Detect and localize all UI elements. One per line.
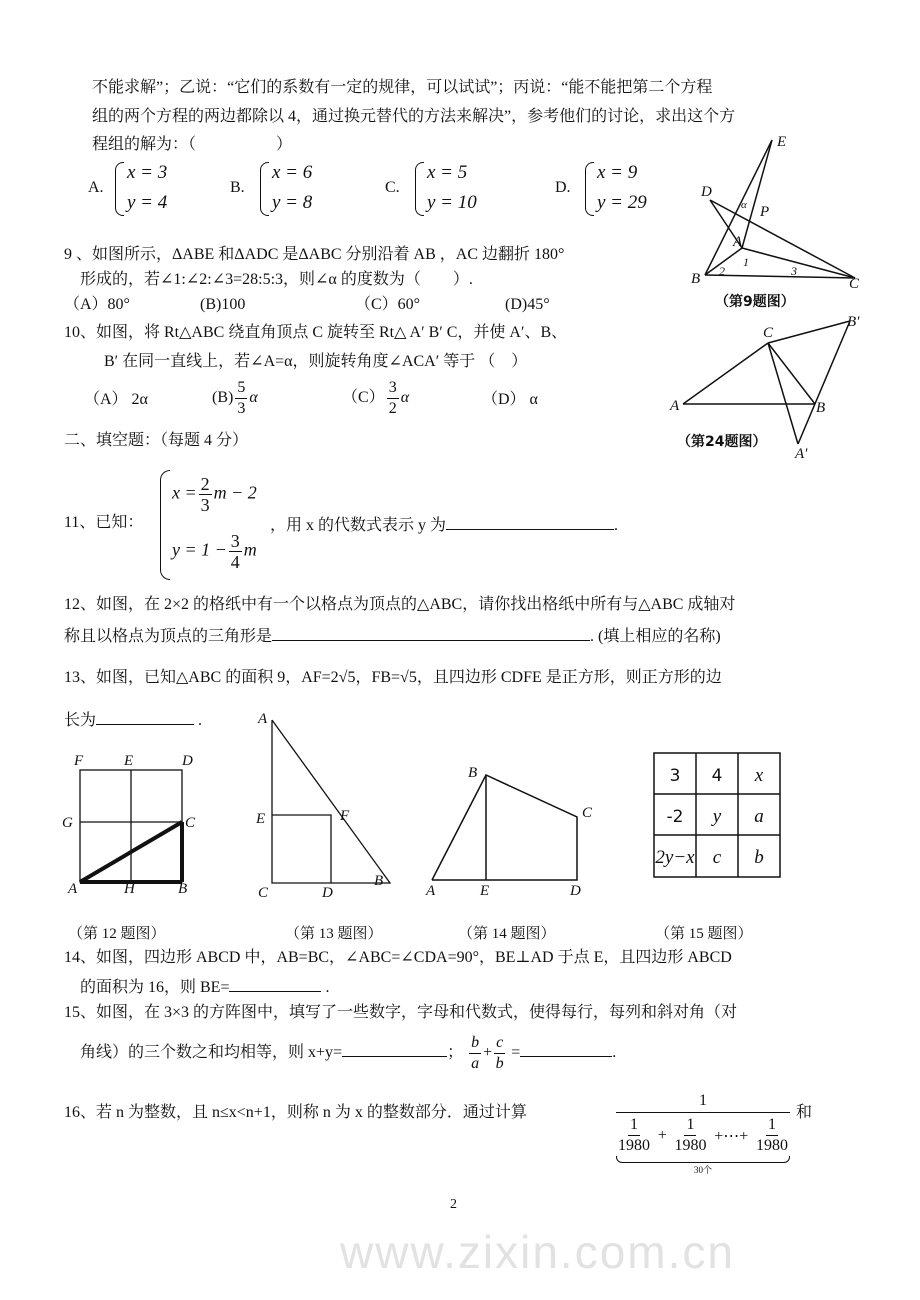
q14-line1: 14、如图，四边形 ABCD 中，AB=BC，∠ABC=∠CDA=90°，BE⊥AD 于点 E，且四边形 ABCD <box>64 949 732 966</box>
den: b <box>495 1055 504 1072</box>
label: 3 <box>791 264 797 278</box>
grid-cell: y <box>712 806 722 827</box>
fraction <box>229 531 242 572</box>
label: D <box>570 883 581 899</box>
answer-blank-2[interactable] <box>520 1040 612 1057</box>
answer-blank[interactable] <box>96 708 194 725</box>
grid-cell: x <box>754 765 764 786</box>
t: . <box>321 979 330 996</box>
den: 1980 <box>755 1137 788 1154</box>
label: G <box>62 815 73 831</box>
q10-option-c <box>342 378 409 419</box>
label: A <box>733 234 743 250</box>
label: A′ <box>795 446 808 460</box>
den: 2 <box>388 400 397 417</box>
label: E <box>480 883 490 899</box>
figure-q13 <box>250 705 400 900</box>
t: . <box>194 712 203 729</box>
figure-q10 <box>665 310 865 460</box>
q16-tail: 和 <box>796 1104 813 1121</box>
num: 5 <box>235 378 247 399</box>
q8-option-b-label: B. <box>230 179 245 196</box>
label: E <box>777 134 787 150</box>
label: B′ <box>847 314 860 330</box>
fraction <box>199 474 212 515</box>
figure-caption: （第9题图） <box>715 294 795 310</box>
label: (B) <box>212 389 234 407</box>
label: C <box>763 325 774 341</box>
q16-fraction <box>616 1092 790 1176</box>
grid-cell: a <box>754 806 764 827</box>
q13-line1: 13、如图，已知△ABC 的面积 9，AF=2√5，FB=√5，且四边形 CDFE 是正方形，则正方形的边 <box>64 669 722 686</box>
q13-line2 <box>64 708 202 731</box>
q10-option-d: （D） α <box>482 391 538 408</box>
label: 2 <box>719 264 725 278</box>
t: + <box>657 1126 667 1144</box>
num: 1 <box>628 1115 640 1136</box>
num: 3 <box>387 378 399 399</box>
page-number: 2 <box>450 1197 457 1212</box>
t: ，用 x 的代数式表示 y 为 <box>270 517 447 534</box>
label: B <box>374 873 384 889</box>
q10-option-b <box>212 378 258 419</box>
eq: y = 8 <box>272 192 313 213</box>
t: + <box>483 1044 493 1062</box>
label: P <box>760 204 770 220</box>
q11-question <box>270 513 618 536</box>
fraction <box>494 1033 505 1074</box>
q11-eq2 <box>172 531 257 572</box>
label: D <box>182 753 193 769</box>
brace <box>160 470 170 580</box>
q9-option-b: (B)100 <box>200 296 246 313</box>
grid-cell: -2 <box>666 807 684 827</box>
underbrace <box>616 1156 790 1163</box>
label: （C） <box>342 389 385 407</box>
figure-q9 <box>685 130 865 315</box>
q8-option-c-label: C. <box>385 179 400 196</box>
q8-option-a-label: A. <box>88 179 104 196</box>
q11-prefix: 11、已知： <box>64 514 144 531</box>
q8-line1: 不能求解”；乙说：“它们的系数有一定的规律，可以试试”；丙说：“能不能把第二个方程 <box>92 79 713 96</box>
q8-option-b <box>260 162 340 218</box>
caption-q12: （第 12 题图） <box>68 926 166 942</box>
eq: x = 3 <box>127 162 168 183</box>
eq: x = 9 <box>597 162 638 183</box>
caption-q13: （第 13 题图） <box>285 926 383 942</box>
q9-option-c: （C）60° <box>355 296 421 313</box>
t: 称且以格点为顶点的三角形是 <box>64 628 273 645</box>
eq: y = 10 <box>427 192 477 213</box>
q10-line2: B′ 在同一直线上，若∠A=α，则旋转角度∠ACA′ 等于 （ ） <box>104 353 528 370</box>
q8-line2: 组的两个方程的两边都除以 4，通过换元替代的方法来解决”，参考他们的讨论，求出这个方 <box>92 108 736 125</box>
q8-option-a <box>115 162 195 218</box>
q8-option-c <box>415 162 495 218</box>
fraction <box>235 378 247 419</box>
q12-line1: 12、如图，在 2×2 的格纸中有一个以格点为顶点的△ABC，请你找出格纸中所有与△ABC 成轴对 <box>64 596 736 613</box>
grid-cell: c <box>712 847 722 868</box>
q8-option-d <box>585 162 665 218</box>
num: 3 <box>230 531 240 551</box>
label: B <box>691 271 701 287</box>
q15-line2 <box>80 1033 616 1074</box>
label: H <box>124 881 135 895</box>
q14-line2 <box>80 975 329 998</box>
fraction <box>469 1033 481 1074</box>
t: . <box>612 1044 617 1062</box>
t: 角线）的三个数之和均相等，则 x+y= <box>80 1044 343 1062</box>
label: F <box>74 753 84 769</box>
t: y = 1 − <box>172 539 227 560</box>
label: A <box>670 398 680 414</box>
label: 1 <box>743 255 749 269</box>
num: 1 <box>699 1092 707 1109</box>
eq: y = 4 <box>127 192 168 213</box>
q9-line2: 形成的，若∠1:∠2:∠3=28:5:3，则∠α 的度数为（ ）. <box>80 271 473 288</box>
den: 1980 <box>618 1137 650 1154</box>
grid-cell: 4 <box>711 766 723 786</box>
figure-q14 <box>420 755 605 900</box>
fraction <box>618 1115 650 1156</box>
label: A <box>68 881 78 895</box>
t: . <box>614 517 619 534</box>
grid-cell: b <box>754 847 764 868</box>
label: C <box>185 815 196 831</box>
figure-caption: （第24题图） <box>677 434 767 450</box>
t: x = <box>172 482 197 503</box>
eq: y = 29 <box>597 192 647 213</box>
label: B <box>816 400 826 416</box>
eq: x = 6 <box>272 162 313 183</box>
alpha: α <box>400 389 410 407</box>
q9-option-d: (D)45° <box>505 296 550 313</box>
grid-cell: 2y−x <box>655 847 695 868</box>
t: +⋯+ <box>714 1127 749 1145</box>
q9-option-a: （A）80° <box>64 296 130 313</box>
label: A <box>426 883 436 899</box>
answer-blank[interactable] <box>229 975 321 992</box>
q10-option-a: （A） 2α <box>84 391 148 408</box>
fraction <box>387 378 399 419</box>
q11-eq1 <box>172 474 257 515</box>
caption-q15: （第 15 题图） <box>655 926 753 942</box>
t: 长为 <box>64 712 97 729</box>
watermark: www.zixin.com.cn <box>340 1226 735 1278</box>
q15-line1: 15、如图，在 3×3 的方阵图中，填写了一些数字，字母和代数式，使得每行，每列和斜对角（对 <box>64 1004 738 1021</box>
eq: x = 5 <box>427 162 468 183</box>
label: B <box>178 881 188 895</box>
t: . (填上相应的名称) <box>590 628 721 645</box>
label: C <box>582 805 593 821</box>
grid-cell: 3 <box>669 766 681 786</box>
q10-line1: 10、如图，将 Rt△ABC 绕直角顶点 C 旋转至 Rt△ A′ B′ C，并使 A′、B、 <box>64 324 568 341</box>
caption-q14: （第 14 题图） <box>458 926 556 942</box>
den <box>616 1112 790 1156</box>
t: m − 2 <box>213 482 257 503</box>
num: c <box>494 1033 505 1054</box>
brace-label: 30个 <box>693 1165 712 1175</box>
label: A <box>258 711 268 727</box>
den: 1980 <box>674 1137 707 1154</box>
t: m <box>243 539 257 560</box>
den: a <box>471 1055 480 1072</box>
label: E <box>124 753 134 769</box>
t: 的面积为 16，则 BE= <box>80 979 230 996</box>
label: B <box>468 765 478 781</box>
label: F <box>340 808 350 824</box>
den: 3 <box>200 495 210 515</box>
den: 3 <box>237 400 246 417</box>
label: E <box>256 811 266 827</box>
section-2-heading: 二、填空题：（每题 4 分） <box>64 432 249 449</box>
num: 1 <box>766 1115 778 1136</box>
label: C <box>258 885 269 900</box>
den: 4 <box>230 552 240 572</box>
q16-text: 16、若 n 为整数，且 n≤x<n+1，则称 n 为 x 的整数部分．通过计算 <box>64 1104 527 1121</box>
answer-blank[interactable] <box>446 513 614 530</box>
q8-option-d-label: D. <box>555 179 571 196</box>
label: D <box>322 885 333 900</box>
num: b <box>469 1033 481 1054</box>
q12-line2 <box>64 624 721 647</box>
num: 2 <box>200 474 210 494</box>
q9-line1: 9 、如图所示，ΔABE 和ΔADC 是ΔABC 分别沿着 AB ，AC 边翻折 180° <box>64 246 565 263</box>
q8-line3: 程组的解为：（ ） <box>92 136 293 153</box>
t: = <box>507 1044 521 1062</box>
fraction <box>674 1115 706 1156</box>
label: α <box>741 199 747 211</box>
fraction <box>756 1115 788 1156</box>
figure-q15-grid <box>640 745 800 885</box>
alpha: α <box>249 389 258 407</box>
figure-q12 <box>60 745 210 895</box>
answer-blank[interactable] <box>272 624 590 641</box>
label: C <box>849 276 860 292</box>
num: 1 <box>684 1115 696 1136</box>
label: D <box>701 184 712 200</box>
t: ； <box>447 1044 464 1062</box>
answer-blank-1[interactable] <box>342 1040 447 1057</box>
